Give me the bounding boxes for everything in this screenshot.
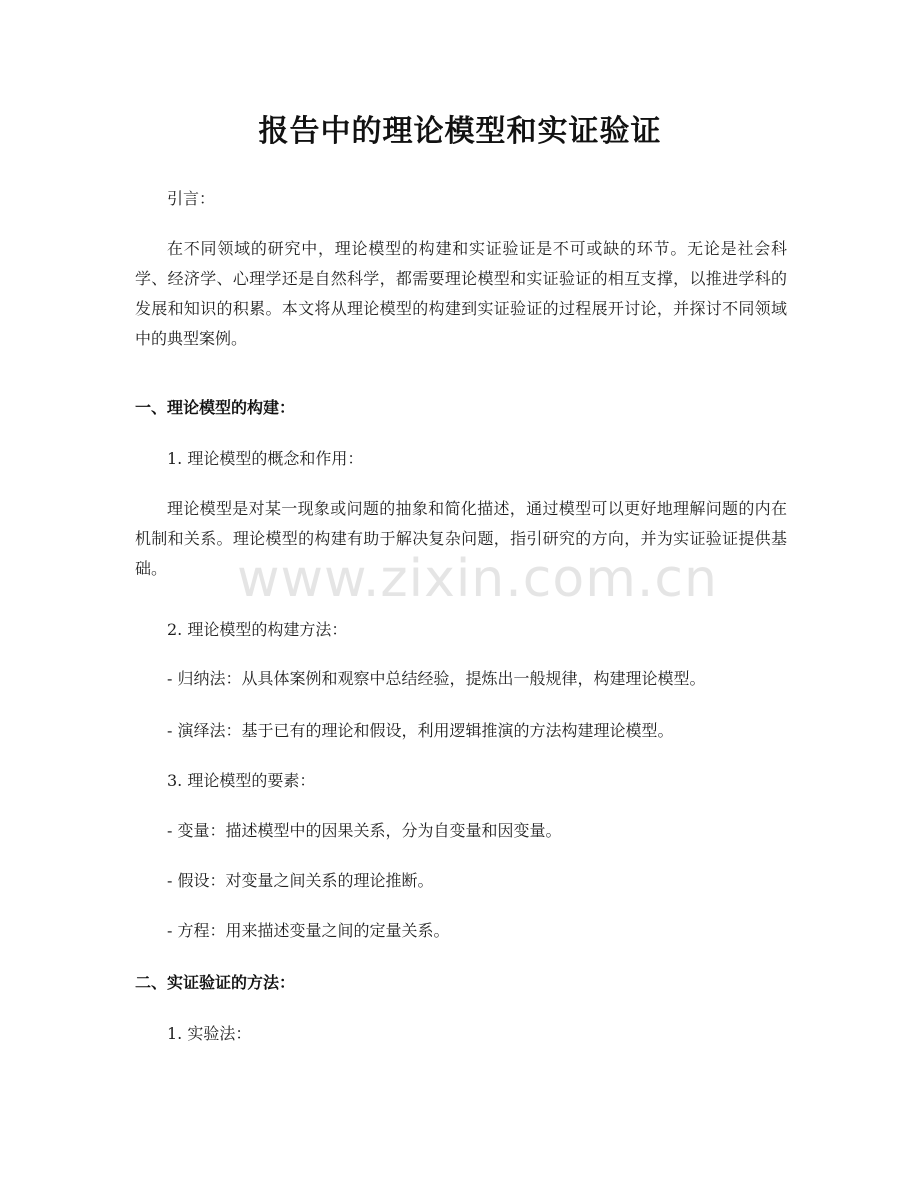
section-1-item-1-title: 1. 理论模型的概念和作用： (167, 449, 364, 468)
section-1-item-1-paragraph: 理论模型是对某一现象或问题的抽象和简化描述，通过模型可以更好地理解问题的内在机制和关系。理论模型的构建有助于解决复杂问题，指引研究的方向，并为实证验证提供基础。 (135, 499, 787, 578)
list-item-variables: - 变量：描述模型中的因果关系，分为自变量和因变量。 (167, 821, 562, 840)
list-item-inductive-method: - 归纳法：从具体案例和观察中总结经验，提炼出一般规律，构建理论模型。 (167, 669, 706, 688)
list-item-deductive-method: - 演绎法：基于已有的理论和假设，利用逻辑推演的方法构建理论模型。 (167, 721, 674, 740)
intro-label: 引言： (167, 189, 216, 208)
section-2-item-1-title: 1. 实验法： (167, 1024, 252, 1043)
watermark: www.zixin.com.cn (237, 549, 718, 609)
list-item-equations: - 方程：用来描述变量之间的定量关系。 (167, 921, 450, 940)
section-1-item-3-title: 3. 理论模型的要素： (167, 771, 316, 790)
section-2-heading: 二、实证验证的方法： (135, 973, 296, 992)
document-title: 报告中的理论模型和实证验证 (258, 114, 662, 149)
intro-paragraph: 在不同领域的研究中，理论模型的构建和实证验证是不可或缺的环节。无论是社会科学、经济学、心理学还是自然科学，都需要理论模型和实证验证的相互支撑，以推进学科的发展和知识的积累。本文将从理论模型的构建到实证验证的过程展开讨论，并探讨不同领域中的典型案例。 (135, 239, 787, 348)
section-1-item-2-title: 2. 理论模型的构建方法： (167, 620, 348, 639)
section-1-heading: 一、理论模型的构建： (135, 398, 296, 417)
list-item-hypotheses: - 假设：对变量之间关系的理论推断。 (167, 871, 434, 890)
